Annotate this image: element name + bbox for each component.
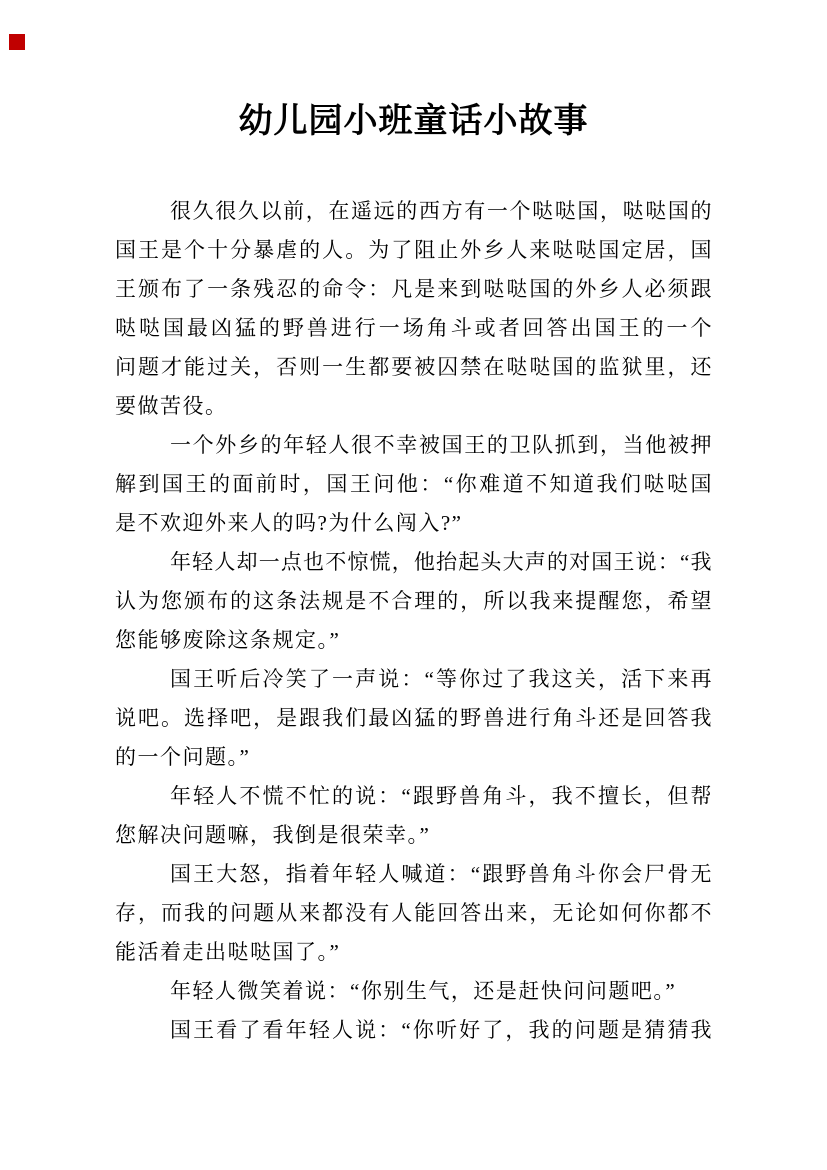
text-line: 认为您颁布的这条法规是不合理的，所以我来提醒您，希望: [115, 589, 712, 613]
paragraph: [115, 972, 712, 1011]
page-title: 幼儿园小班童话小故事: [238, 103, 589, 140]
text-line: 王颁布了一条残忍的命令：凡是来到哒哒国的外乡人必须跟: [115, 277, 712, 301]
text-line: 年轻人却一点也不惊慌，他抬起头大声的对国王说：“我: [170, 550, 712, 574]
paragraph: [115, 543, 712, 660]
text-line: 问题才能过关，否则一生都要被囚禁在哒哒国的监狱里，还: [115, 355, 712, 379]
text-line: 年轻人不慌不忙的说：“跟野兽角斗，我不擅长，但帮: [170, 784, 712, 808]
paragraph: [115, 777, 712, 855]
text-line: 存，而我的问题从来都没有人能回答出来，无论如何你都不: [115, 901, 712, 925]
text-line: 的一个问题。”: [115, 745, 251, 769]
text-line: 年轻人微笑着说：“你别生气，还是赶快问问题吧。”: [170, 979, 677, 1003]
red-square-marker: [9, 34, 25, 50]
paragraph: [115, 426, 712, 543]
paragraph: [115, 1011, 712, 1050]
paragraph: [115, 660, 712, 777]
text-line: 说吧。选择吧，是跟我们最凶猛的野兽进行角斗还是回答我: [115, 706, 712, 730]
text-line: 解到国王的面前时，国王问他：“你难道不知道我们哒哒国: [115, 472, 712, 496]
text-line: 是不欢迎外来人的吗?为什么闯入?”: [115, 511, 463, 535]
paragraph: [115, 855, 712, 972]
text-line: 国王是个十分暴虐的人。为了阻止外乡人来哒哒国定居，国: [115, 238, 712, 262]
document-body: [0, 148, 827, 1050]
text-line: 您能够废除这条规定。”: [115, 628, 341, 652]
text-line: 哒哒国最凶猛的野兽进行一场角斗或者回答出国王的一个: [115, 316, 712, 340]
text-line: 一个外乡的年轻人很不幸被国王的卫队抓到，当他被押: [170, 433, 712, 457]
text-line: 国王看了看年轻人说：“你听好了，我的问题是猜猜我: [170, 1018, 712, 1042]
text-line: 国王听后冷笑了一声说：“等你过了我这关，活下来再: [170, 667, 712, 691]
text-line: 要做苦役。: [115, 394, 228, 418]
text-line: 您解决问题嘛，我倒是很荣幸。”: [115, 823, 431, 847]
text-line: 国王大怒，指着年轻人喊道：“跟野兽角斗你会尸骨无: [170, 862, 712, 886]
paragraph: [115, 192, 712, 426]
text-line: 能活着走出哒哒国了。”: [115, 940, 341, 964]
text-line: 很久很久以前，在遥远的西方有一个哒哒国，哒哒国的: [170, 199, 712, 223]
